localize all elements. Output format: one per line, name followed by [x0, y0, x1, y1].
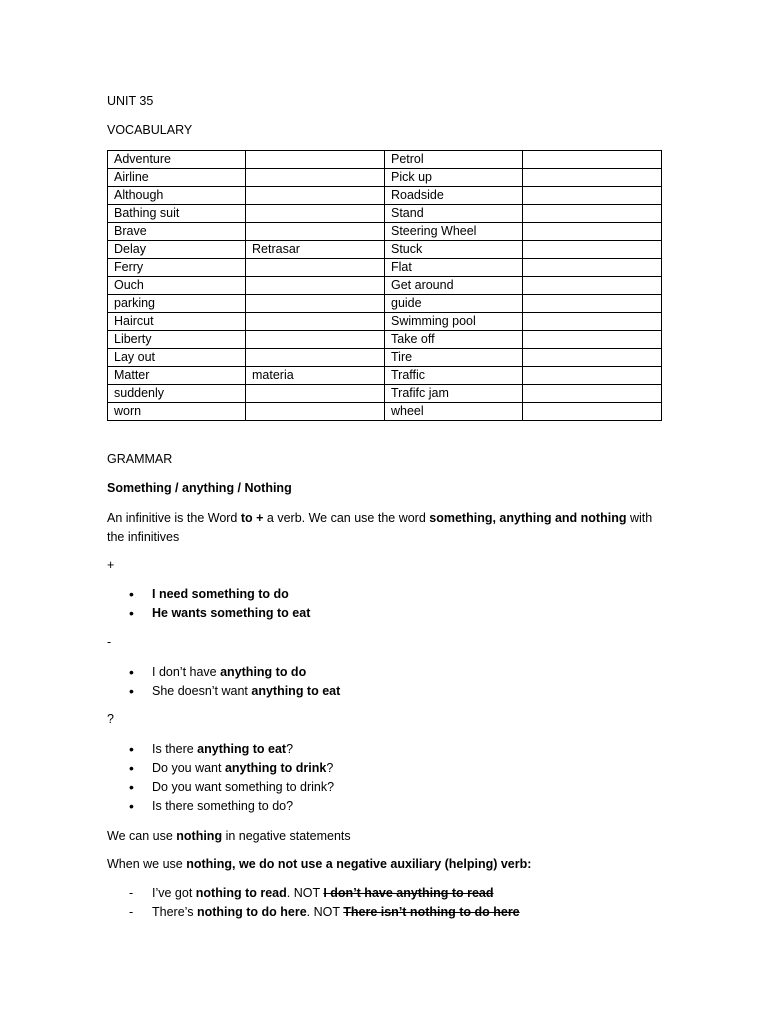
table-cell: [246, 151, 385, 169]
example-bold: nothing to do here: [196, 905, 307, 919]
table-cell: [523, 349, 662, 367]
table-cell: Delay: [108, 241, 246, 259]
table-row: [108, 367, 662, 385]
table-cell: [246, 169, 385, 187]
list-item: [107, 778, 334, 797]
table-cell: [523, 403, 662, 421]
list-item: [107, 682, 340, 701]
list-item: [107, 759, 334, 778]
table-cell: [246, 313, 385, 331]
table-cell: wheel: [385, 403, 523, 421]
example-text: . NOT: [286, 886, 324, 900]
table-cell: Steering Wheel: [385, 223, 523, 241]
item-text: I don’t have: [152, 665, 221, 679]
table-row: [108, 259, 662, 277]
statement-bold: , we do not use a negative auxiliary (helping) verb:: [232, 857, 532, 871]
table-cell: Although: [108, 187, 246, 205]
item-punct: ?: [286, 799, 294, 813]
table-cell: parking: [108, 295, 246, 313]
question-list: [107, 740, 334, 816]
table-row: [108, 403, 662, 421]
example-struck-text: I don’t have anything to read: [323, 886, 494, 900]
table-cell: Bathing suit: [108, 205, 246, 223]
table-cell: [523, 259, 662, 277]
list-item: [107, 797, 334, 816]
table-row: [108, 295, 662, 313]
table-row: [108, 331, 662, 349]
table-cell: [523, 223, 662, 241]
item-text: She doesn’t want: [152, 684, 252, 698]
table-cell: Stuck: [385, 241, 523, 259]
example-text: There’s: [152, 905, 197, 919]
table-cell: Brave: [108, 223, 246, 241]
table-cell: Petrol: [385, 151, 523, 169]
item-text: Do you want: [152, 761, 225, 775]
list-item: [107, 740, 334, 759]
negative-symbol: -: [107, 635, 112, 649]
table-cell: [523, 313, 662, 331]
intro-text-2: a verb. We can use the word: [266, 511, 430, 525]
table-cell: worn: [108, 403, 246, 421]
affirmative-list: [107, 585, 310, 623]
item-bold: anything to eat: [251, 684, 341, 698]
table-cell: [246, 187, 385, 205]
table-cell: [246, 259, 385, 277]
vocabulary-table: [107, 150, 662, 421]
affirmative-symbol: +: [107, 558, 115, 572]
item-punct: ?: [326, 761, 334, 775]
example-struck-text: There isn’t nothing to do here: [343, 905, 520, 919]
unit-title: UNIT 35: [107, 94, 154, 108]
table-cell: materia: [246, 367, 385, 385]
intro-paragraph: [107, 509, 667, 547]
table-cell: Ferry: [108, 259, 246, 277]
table-row: [108, 151, 662, 169]
statement-bold: nothing: [186, 857, 233, 871]
item-text: He wants something to eat: [152, 606, 311, 620]
table-cell: [523, 331, 662, 349]
table-cell: Tire: [385, 349, 523, 367]
table-cell: [523, 385, 662, 403]
table-cell: [246, 403, 385, 421]
table-row: [108, 205, 662, 223]
table-cell: Swimming pool: [385, 313, 523, 331]
table-cell: [246, 349, 385, 367]
statement-nothing-negative: [107, 829, 351, 843]
table-cell: Roadside: [385, 187, 523, 205]
table-row: [108, 241, 662, 259]
table-cell: [523, 205, 662, 223]
table-cell: Ouch: [108, 277, 246, 295]
list-item: [107, 663, 340, 682]
table-row: [108, 313, 662, 331]
table-cell: [523, 367, 662, 385]
table-cell: Lay out: [108, 349, 246, 367]
table-cell: [246, 205, 385, 223]
table-cell: Trafifc jam: [385, 385, 523, 403]
table-cell: [246, 295, 385, 313]
grammar-subheading: Something / anything / Nothing: [107, 481, 292, 495]
statement-bold: nothing: [176, 829, 223, 843]
example-item: [107, 884, 520, 903]
table-row: [108, 187, 662, 205]
table-cell: [523, 187, 662, 205]
table-row: [108, 277, 662, 295]
statement-text: We can use: [107, 829, 177, 843]
table-cell: [246, 385, 385, 403]
item-text: Is there something to do: [152, 799, 287, 813]
table-cell: Flat: [385, 259, 523, 277]
item-text: Do you want something to drink: [152, 780, 328, 794]
examples-list: [107, 884, 520, 922]
table-cell: Haircut: [108, 313, 246, 331]
vocabulary-heading: VOCABULARY: [107, 123, 193, 137]
table-cell: Get around: [385, 277, 523, 295]
table-cell: [523, 169, 662, 187]
table-cell: guide: [385, 295, 523, 313]
table-row: [108, 169, 662, 187]
intro-text-1: An infinitive is the Word: [107, 511, 241, 525]
table-cell: Retrasar: [246, 241, 385, 259]
item-text: Is there: [152, 742, 198, 756]
statement-text: When we use: [107, 857, 187, 871]
list-item: [107, 604, 310, 623]
table-row: [108, 349, 662, 367]
negative-list: [107, 663, 340, 701]
example-item: [107, 903, 520, 922]
intro-bold-2: something, anything and nothing: [429, 511, 627, 525]
table-cell: [246, 331, 385, 349]
item-punct: ?: [286, 742, 294, 756]
example-text: I’ve got: [152, 886, 196, 900]
table-cell: Airline: [108, 169, 246, 187]
question-symbol: ?: [107, 712, 114, 726]
example-text: . NOT: [306, 905, 344, 919]
table-row: [108, 385, 662, 403]
table-cell: Stand: [385, 205, 523, 223]
table-cell: Pick up: [385, 169, 523, 187]
table-cell: Take off: [385, 331, 523, 349]
table-cell: suddenly: [108, 385, 246, 403]
intro-text-3: with the infinitives: [107, 511, 653, 544]
item-punct: ?: [327, 780, 335, 794]
table-cell: [523, 295, 662, 313]
table-cell: Traffic: [385, 367, 523, 385]
item-bold: anything to do: [220, 665, 307, 679]
intro-bold-1: to +: [240, 511, 267, 525]
table-cell: Adventure: [108, 151, 246, 169]
table-cell: Matter: [108, 367, 246, 385]
statement-nothing-auxiliary: [107, 857, 531, 871]
table-row: [108, 223, 662, 241]
table-cell: [246, 277, 385, 295]
example-bold: nothing to read: [195, 886, 287, 900]
table-cell: [523, 241, 662, 259]
table-cell: [246, 223, 385, 241]
grammar-heading: GRAMMAR: [107, 452, 173, 466]
item-text: I need something to do: [152, 587, 289, 601]
table-cell: [523, 277, 662, 295]
item-bold: anything to eat: [197, 742, 287, 756]
item-bold: anything to drink: [224, 761, 327, 775]
table-cell: Liberty: [108, 331, 246, 349]
list-item: [107, 585, 310, 604]
statement-text: in negative statements: [222, 829, 351, 843]
table-cell: [523, 151, 662, 169]
